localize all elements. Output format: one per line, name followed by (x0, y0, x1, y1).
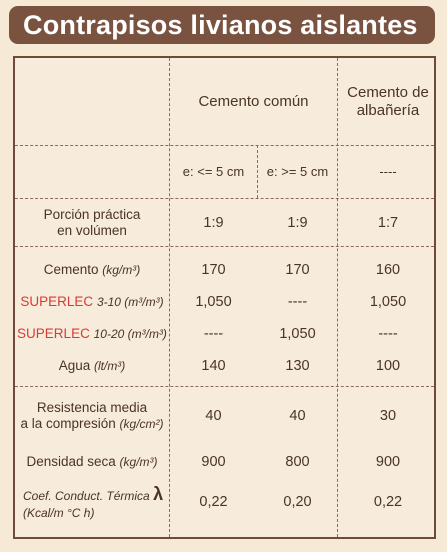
resistencia-unit: (kg/cm²) (119, 417, 164, 431)
cell-coef-3: 0,22 (373, 494, 403, 510)
subheader-e-ge-5: e: >= 5 cm (266, 164, 329, 179)
resistencia-label-line1: Resistencia media (36, 400, 148, 415)
lambda-symbol: λ (153, 484, 164, 504)
cell-porcion-1: 1:9 (203, 214, 224, 231)
cemento-unit: (kg/m³) (102, 263, 141, 277)
header-cemento-comun: Cemento común (198, 92, 309, 110)
row-label-agua (15, 352, 169, 380)
coef-label-line1: Coef. Conduct. Térmica (23, 489, 150, 503)
row-label-densidad (15, 448, 169, 476)
data-table (13, 56, 436, 539)
row-divider (15, 246, 434, 247)
agua-label: Agua (58, 358, 91, 373)
row-label-coef (23, 486, 169, 526)
cell-superlec-10-1: ---- (203, 326, 224, 342)
cell-densidad-2: 800 (285, 454, 310, 470)
row-label-superlec-3-10 (15, 288, 169, 316)
cell-coef-1: 0,22 (199, 494, 228, 510)
subheader-e-le-5: e: <= 5 cm (182, 164, 245, 179)
cell-resistencia-3: 30 (379, 408, 397, 424)
row-label-porcion (15, 199, 169, 246)
densidad-unit: (kg/m³) (119, 455, 158, 469)
cell-superlec-3-2: ---- (287, 294, 308, 310)
row-label-superlec-10-20 (15, 320, 169, 348)
resistencia-label-line2: a la compresión (20, 416, 116, 431)
superlec-10-label: SUPERLEC (17, 326, 90, 341)
cell-porcion-3: 1:7 (377, 214, 399, 231)
superlec-3-unit: 3-10 (m³/m³) (96, 295, 164, 309)
subheader-albanileria: ---- (379, 164, 397, 179)
row-label-resistencia (15, 396, 169, 436)
cell-superlec-10-2: 1,050 (279, 326, 316, 342)
cell-densidad-3: 900 (375, 454, 401, 470)
cell-porcion-2: 1:9 (287, 214, 308, 231)
agua-unit: (lt/m³) (93, 359, 126, 373)
cemento-label: Cemento (43, 262, 99, 277)
page-title: Contrapisos livianos aislantes (9, 6, 435, 44)
cell-cemento-1: 170 (201, 262, 226, 278)
coef-label-line2: (Kcal/m °C h) (23, 506, 95, 520)
cell-cemento-2: 170 (285, 262, 310, 278)
cell-agua-3: 100 (375, 358, 401, 374)
cell-coef-2: 0,20 (283, 494, 312, 510)
cell-resistencia-1: 40 (205, 408, 222, 424)
cell-densidad-1: 900 (201, 454, 226, 470)
cell-superlec-3-3: 1,050 (369, 294, 407, 310)
porcion-label-line1: Porción práctica (43, 206, 141, 222)
header-cemento-albanileria: Cemento de albañería (347, 83, 429, 119)
superlec-3-label: SUPERLEC (20, 294, 94, 309)
row-divider (15, 386, 434, 387)
densidad-label: Densidad seca (26, 454, 116, 469)
cell-resistencia-2: 40 (289, 408, 306, 424)
superlec-10-unit: 10-20 (m³/m³) (93, 327, 167, 341)
row-label-cemento (15, 256, 169, 284)
cell-agua-1: 140 (201, 358, 226, 374)
porcion-label-line2: en volúmen (57, 222, 127, 238)
cell-cemento-3: 160 (375, 262, 401, 278)
cell-agua-2: 130 (285, 358, 310, 374)
cell-superlec-10-3: ---- (378, 326, 398, 342)
cell-superlec-3-1: 1,050 (195, 294, 232, 310)
